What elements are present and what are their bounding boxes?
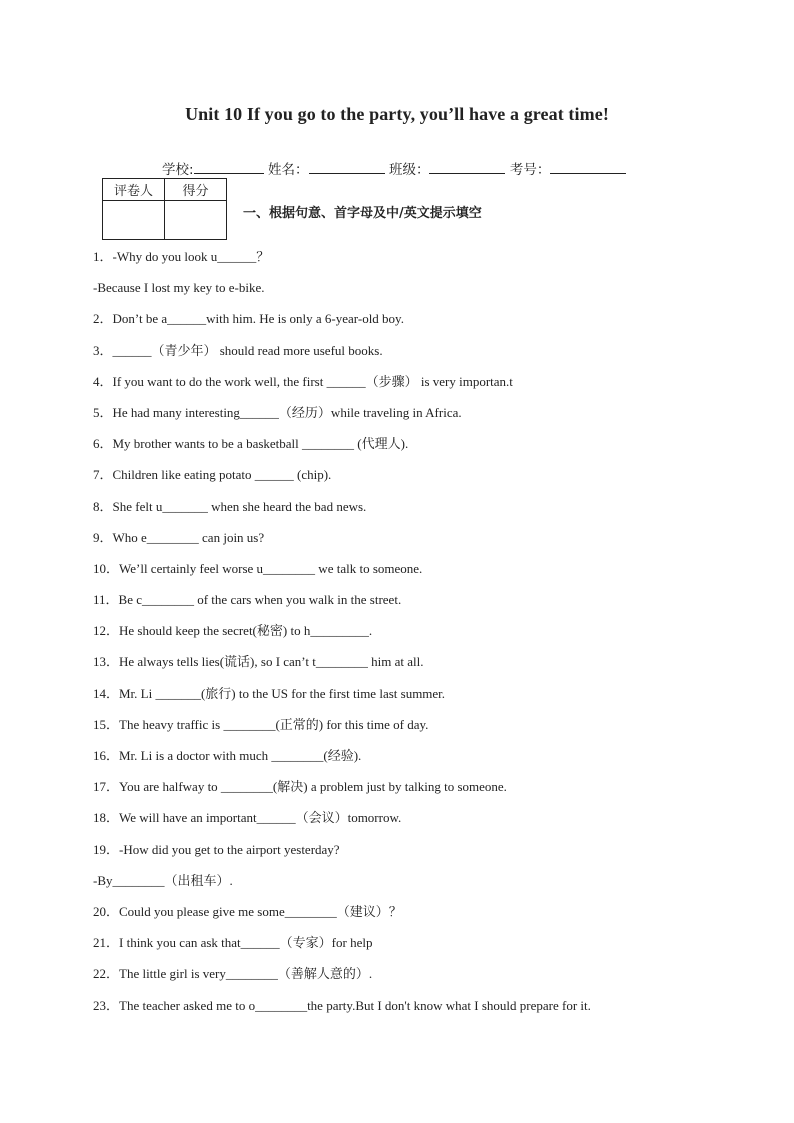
student-info-line — [162, 158, 626, 178]
question-item: -By________（出租车）. — [93, 872, 233, 888]
grader-cell[interactable] — [103, 201, 165, 240]
name-blank[interactable] — [309, 159, 385, 174]
question-list — [93, 248, 733, 1028]
question-item: 7．Children like eating potato ______ (chip). — [93, 467, 332, 483]
question-item: 23．The teacher asked me to o________the party.But I don't know what I should prepare for it. — [93, 997, 591, 1013]
question-item: 2．Don’t be a______with him. He is only a 6-year-old boy. — [93, 311, 404, 327]
section-title: 一、根据句意、首字母及中/英文提示填空 — [243, 206, 482, 221]
question-item: 12．He should keep the secret(秘密) to h_________. — [93, 623, 373, 639]
question-item: 5．He had many interesting______（经历）while traveling in Africa. — [93, 404, 462, 420]
question-item: 18．We will have an important______（会议）tomorrow. — [93, 810, 402, 826]
question-item: 13．He always tells lies(谎话), so I can’t t________ him at all. — [93, 654, 424, 670]
question-item: 8．She felt u_______ when she heard the bad news. — [93, 498, 367, 514]
school-label: 学校: — [162, 162, 194, 178]
question-item: 22．The little girl is very________（善解人意的）. — [93, 966, 373, 982]
question-item: 10．We’ll certainly feel worse u________ we talk to someone. — [93, 560, 423, 576]
question-item: 17．You are halfway to ________(解决) a problem just by talking to someone. — [93, 779, 507, 795]
number-label: 考号： — [509, 162, 551, 178]
question-item: 21．I think you can ask that______（专家）for help — [93, 935, 373, 951]
name-label: 姓名： — [268, 162, 309, 178]
question-item: 3．______（青少年） should read more useful books. — [93, 342, 383, 358]
question-item: 1．-Why do you look u______？ — [93, 249, 270, 264]
question-item: 11．Be c________ of the cars when you walk in the street. — [93, 592, 402, 608]
grader-header: 评卷人 — [103, 179, 165, 201]
school-blank[interactable] — [194, 159, 264, 174]
question-item: -Because I lost my key to e-bike. — [93, 280, 265, 296]
question-item: 14．Mr. Li _______(旅行) to the US for the first time last summer. — [93, 685, 446, 701]
score-table — [102, 178, 227, 240]
class-label: 班级： — [388, 162, 430, 178]
question-item: 16．Mr. Li is a doctor with much ________(经验). — [93, 748, 362, 763]
question-item: 9．Who e________ can join us? — [93, 529, 265, 545]
score-cell[interactable] — [165, 201, 227, 240]
question-item: 6．My brother wants to be a basketball ________ (代理人). — [93, 436, 409, 452]
question-item: 20．Could you please give me some________（建议）？ — [93, 903, 402, 919]
question-item: 15．The heavy traffic is ________(正常的) for this time of day. — [93, 716, 429, 732]
question-item: 19．-How did you get to the airport yesterday? — [93, 841, 340, 857]
page-title: Unit 10 If you go to the party, you’ll have a great time! — [185, 104, 609, 124]
number-blank[interactable] — [550, 159, 626, 174]
question-item: 4．If you want to do the work well, the first ______（步骤） is very importan.t — [93, 373, 513, 389]
class-blank[interactable] — [429, 159, 505, 174]
score-header: 得分 — [165, 179, 227, 201]
